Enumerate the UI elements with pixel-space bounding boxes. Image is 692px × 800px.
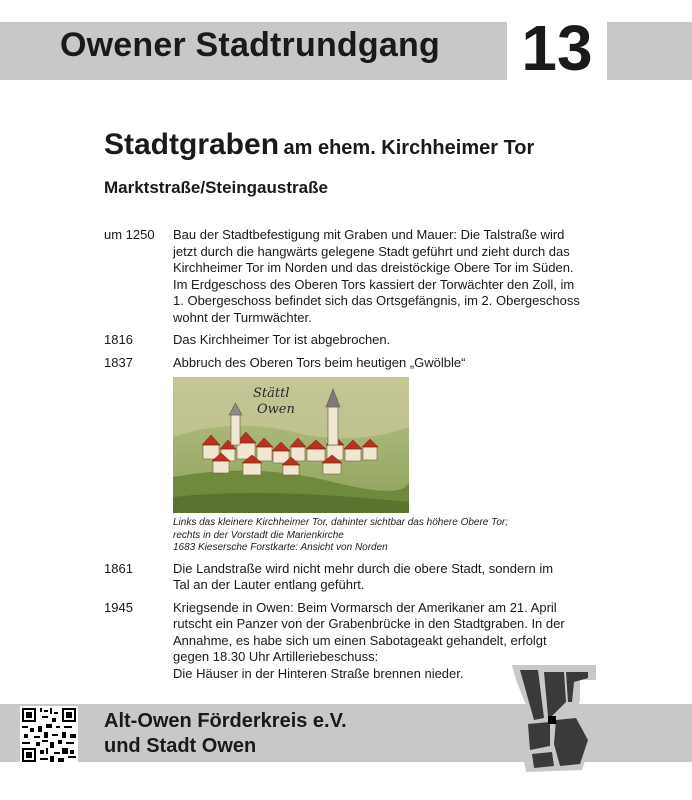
- timeline-year: 1837: [104, 354, 133, 370]
- timeline-text: Kriegsende in Owen: Beim Vormarsch der Amerikaner am 21. April rutscht ein Panzer von der Grabenbrücke in den Stadtgraben. In der Annahme, es habe sich um einen Sabotageakt gehandelt, erfolgt gegen 18.30 Uhr Artilleriebeschuss: Die Häuser in der Hinteren Straße brennen nieder.: [173, 599, 565, 681]
- town-map-icon: [504, 660, 604, 790]
- subheadline: Marktstraße/Steingaustraße: [104, 178, 328, 197]
- historic-figure: [173, 377, 584, 555]
- timeline-year: 1816: [104, 332, 133, 347]
- headline: [104, 128, 534, 162]
- timeline-text: Das Kirchheimer Tor ist abgebrochen.: [173, 332, 391, 347]
- timeline-text: Die Landstraße wird nicht mehr durch die obere Stadt, sondern im Tal an der Lauter entlang geführt.: [173, 560, 554, 592]
- timeline: [104, 227, 584, 688]
- station-number: 13: [507, 10, 607, 86]
- headline-rest: am ehem. Kirchheimer Tor: [283, 137, 535, 159]
- timeline-year: 1861: [104, 560, 133, 576]
- figure-caption: [173, 517, 584, 555]
- figure-caption-source: 1683 Kiesersche Forstkarte: Ansicht von Norden: [173, 542, 388, 553]
- timeline-entry: [104, 332, 584, 349]
- timeline-entry: [104, 227, 584, 326]
- timeline-entry: [104, 355, 584, 372]
- qr-code-icon[interactable]: [20, 706, 78, 764]
- timeline-entry: [104, 561, 584, 594]
- timeline-text: Abbruch des Oberen Tors beim heutigen „Gwölble“: [173, 354, 466, 370]
- timeline-text: Bau der Stadtbefestigung mit Graben und Mauer: Die Talstraße wird jetzt durch die hangwärts gelegene Stadt geführt und zieht durch das Kirchheimer Tor im Norden und das dreistöckige Obere Tor im Süden. Im Erdgeschoss des Oberen Tors kassiert der Torwächter den Zoll, im 1. Obergeschoss befindet sich das Ortsgefängnis, im 2. Obergeschoss wohnt der Turmwächter.: [173, 227, 580, 325]
- figure-caption-italic: Links das kleinere Kirchheimer Tor, dahinter sichtbar das höhere Obere Tor; rechts in der Vorstadt die Marienkirche: [173, 517, 508, 541]
- svg-text:Stättl: Stättl: [253, 386, 290, 401]
- historic-town-painting: [173, 377, 409, 513]
- svg-text:Owen: Owen: [257, 402, 295, 417]
- organisation-name: Alt-Owen Förderkreis e.V. und Stadt Owen: [104, 710, 347, 757]
- timeline-year: um 1250: [104, 227, 155, 242]
- timeline-year: 1945: [104, 599, 133, 615]
- headline-main: Stadtgraben: [104, 128, 280, 161]
- page-title: Owener Stadtrundgang: [60, 26, 440, 64]
